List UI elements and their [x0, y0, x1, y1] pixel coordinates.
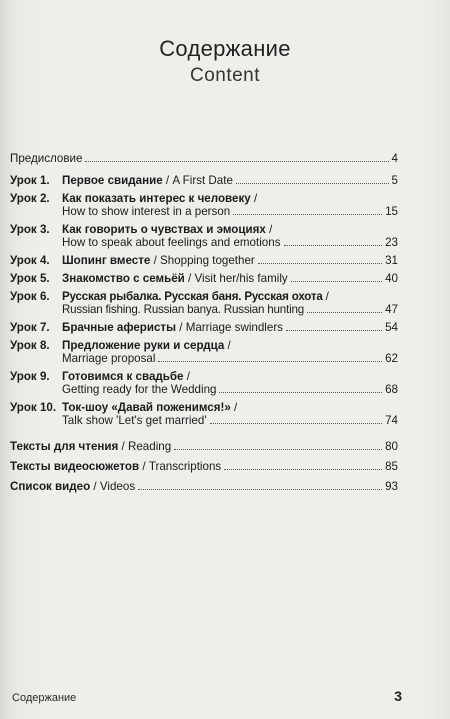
toc-entry-extra: Список видео / Videos 93: [10, 480, 398, 493]
lesson-number: Урок 9.: [10, 370, 50, 383]
toc-page: 47: [385, 303, 398, 316]
toc-entry-lesson: Урок 10. Ток-шоу «Давай поженимся!» /: [10, 401, 238, 414]
lesson-title-en: Talk show 'Let's get married': [62, 414, 207, 427]
footer-page-number: 3: [394, 688, 402, 704]
leader-dots: [236, 182, 389, 184]
extra-title-en: Transcriptions: [148, 460, 222, 473]
extra-title-ru: Тексты видеосюжетов: [10, 460, 140, 473]
leader-dots: [174, 448, 382, 450]
lesson-title-ru: Шопинг вместе: [62, 254, 151, 267]
toc-page: 40: [385, 272, 398, 285]
leader-dots: [258, 262, 382, 264]
extra-title-ru: Список видео: [10, 480, 91, 493]
lesson-title-en: How to speak about feelings and emotions: [62, 236, 281, 249]
toc-page: 4: [391, 152, 398, 165]
toc-entry-lesson: Урок 7. Брачные аферисты / Marriage swindlers 54: [10, 321, 398, 334]
toc-page: 5: [391, 174, 398, 187]
lesson-number: Урок 7.: [10, 321, 50, 334]
toc-entry-lesson: Урок 9. Готовимся к свадьбе /: [10, 370, 190, 383]
lesson-title-en: Getting ready for the Wedding: [62, 383, 217, 396]
toc-entry-lesson-cont: [10, 383, 398, 396]
toc-entry-extra: Тексты для чтения / Reading 80: [10, 440, 398, 453]
footer-section-label: Содержание: [12, 692, 77, 704]
toc-entry-lesson: Урок 2. Как показать интерес к человеку /: [10, 192, 258, 205]
toc-entry-lesson: Урок 5. Знакомство с семьёй / Visit her/his family 40: [10, 272, 398, 285]
leader-dots: [284, 244, 383, 246]
toc-entry-lesson-cont: [10, 414, 398, 427]
heading-block: [0, 36, 450, 88]
toc-page: 23: [385, 236, 398, 249]
toc-entry-lesson-cont: [10, 205, 398, 218]
heading-ru: Содержание: [159, 36, 291, 61]
lesson-title-en: Marriage swindlers: [185, 321, 283, 334]
extra-title-ru: Тексты для чтения: [10, 440, 119, 453]
lesson-number: Урок 4.: [10, 254, 50, 267]
lesson-title-en: Shopping together: [160, 254, 255, 267]
toc-entry-extra: Тексты видеосюжетов / Transcriptions 85: [10, 460, 398, 473]
extra-title-en: Videos: [99, 480, 136, 493]
toc-entry-lesson: Урок 3. Как говорить о чувствах и эмоциях /: [10, 223, 273, 236]
toc-page: 93: [385, 480, 398, 493]
leader-dots: [138, 488, 382, 490]
toc-entry-lesson: Урок 6. Русская рыбалка. Русская баня. Русская охота /: [10, 290, 329, 303]
lesson-number: Урок 8.: [10, 339, 50, 352]
lesson-title-en: Russian fishing. Russian banya. Russian hunting: [62, 303, 304, 316]
lesson-number: Урок 1.: [10, 174, 50, 187]
lesson-title-en: A First Date: [172, 174, 233, 187]
leader-dots: [219, 391, 382, 393]
toc-page: 62: [385, 352, 398, 365]
lesson-title-en: Marriage proposal: [62, 352, 156, 365]
heading-en: Content: [189, 65, 261, 86]
toc-entry-lesson: Урок 8. Предложение руки и сердца /: [10, 339, 231, 352]
lesson-title-ru: Ток-шоу «Давай поженимся!»: [62, 401, 231, 414]
toc-page: 31: [385, 254, 398, 267]
toc-page: 74: [385, 414, 398, 427]
lesson-title-en: How to show interest in a person: [62, 205, 231, 218]
lesson-title-ru: Как показать интерес к человеку: [62, 192, 251, 205]
toc-entry-lesson-cont: [10, 352, 398, 365]
leader-dots: [286, 329, 382, 331]
lesson-title-ru: Брачные аферисты: [62, 321, 177, 334]
lesson-title-ru: Русская рыбалка. Русская баня. Русская охота: [62, 290, 323, 303]
lesson-number: Урок 5.: [10, 272, 50, 285]
toc-entry-lesson-cont: [10, 303, 398, 316]
leader-dots: [210, 422, 383, 424]
toc-page: 85: [385, 460, 398, 473]
lesson-number: Урок 2.: [10, 192, 50, 205]
table-of-contents: [10, 152, 398, 493]
leader-dots: [224, 468, 382, 470]
toc-page: 54: [385, 321, 398, 334]
lesson-title-ru: Как говорить о чувствах и эмоциях: [62, 223, 266, 236]
lesson-number: Урок 3.: [10, 223, 50, 236]
toc-entry-preface: [10, 152, 398, 165]
leader-dots: [85, 160, 388, 162]
leader-dots: [291, 280, 382, 282]
leader-dots: [158, 360, 382, 362]
lesson-title-ru: Готовимся к свадьбе: [62, 370, 184, 383]
toc-entry-lesson: Урок 4. Шопинг вместе / Shopping together 31: [10, 254, 398, 267]
lesson-number: Урок 10.: [10, 401, 57, 414]
leader-dots: [233, 213, 382, 215]
toc-title: Предисловие: [10, 152, 83, 165]
lesson-title-ru: Предложение руки и сердца: [62, 339, 225, 352]
lesson-title-en: Visit her/his family: [194, 272, 288, 285]
toc-entry-lesson: Урок 1. Первое свидание / A First Date 5: [10, 174, 398, 187]
lesson-number: Урок 6.: [10, 290, 50, 303]
toc-page: 80: [385, 440, 398, 453]
lesson-title-ru: Знакомство с семьёй: [62, 272, 185, 285]
toc-page: 15: [385, 205, 398, 218]
lesson-title-ru: Первое свидание: [62, 174, 163, 187]
toc-entry-lesson-cont: [10, 236, 398, 249]
toc-page: 68: [385, 383, 398, 396]
leader-dots: [307, 311, 382, 313]
extra-title-en: Reading: [127, 440, 172, 453]
